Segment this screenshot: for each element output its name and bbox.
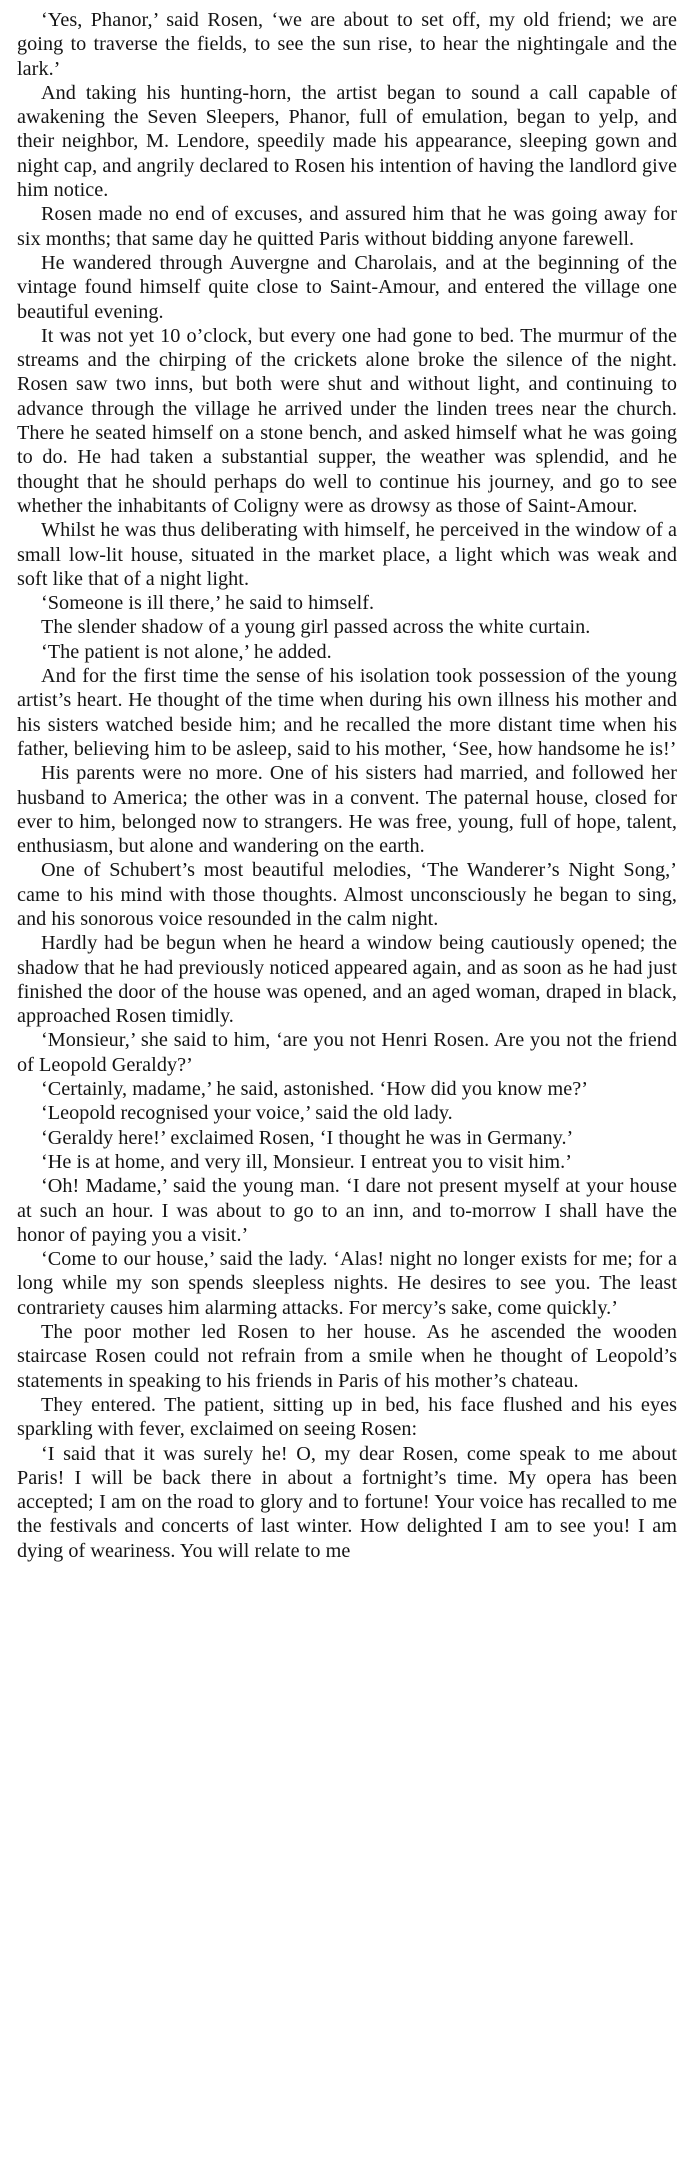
paragraph-13: Hardly had be begun when he heard a window being cautiously opened; the shadow that he had previously noticed appeared again, and as soon as he had just finished the door of the house was opened, and an aged woman, draped in black, approached Rosen timidly.: [17, 932, 677, 1028]
paragraph-9: ‘The patient is not alone,’ he added.: [41, 640, 332, 663]
paragraph-10: And for the first time the sense of his isolation took possession of the young artist’s heart. He thought of the time when during his own illness his mother and his sisters watched beside him; and he recalled the more distant time when his father, believing him to be asleep, said to his mother, ‘See, how handsome he is!’: [17, 665, 677, 760]
paragraph-12: One of Schubert’s most beautiful melodies, ‘The Wanderer’s Night Song,’ came to his mind with those thoughts. Almost unconsciously he began to sing, and his sonorous voice resounded in the calm night.: [17, 859, 677, 930]
paragraph-15: ‘Certainly, madame,’ he said, astonished. ‘How did you know me?’: [41, 1078, 588, 1101]
paragraph-7: ‘Someone is ill there,’ he said to himself.: [41, 592, 375, 615]
paragraph-5: It was not yet 10 o’clock, but every one had gone to bed. The murmur of the streams and the chirping of the crickets alone broke the silence of the night. Rosen saw two inns, but both were shut and without light, and continuing to advance through the village he arrived under the linden trees near the church. There he seated himself on a stone bench, and asked himself what he was going to do. He had taken a substantial supper, the weather was splendid, and he thought that he should perhaps do well to continue his journey, and go to see whether the inhabitants of Coligny were as drowsy as those of Saint-Amour.: [17, 324, 677, 517]
paragraph-11: His parents were no more. One of his sisters had married, and followed her husband to America; the other was in a convent. The paternal house, closed for ever to him, belonged now to strangers. He was free, young, full of hope, talent, enthusiasm, but alone and wandering on the earth.: [17, 762, 677, 858]
paragraph-20: ‘Come to our house,’ said the lady. ‘Alas! night no longer exists for me; for a long while my son spends sleepless nights. He desires to see you. The least contrariety causes him alarming attacks. For mercy’s sake, come quickly.’: [17, 1248, 677, 1319]
paragraph-8: The slender shadow of a young girl passed across the white curtain.: [41, 616, 591, 639]
paragraph-19: ‘Oh! Madame,’ said the young man. ‘I dare not present myself at your house at such an hour. I was about to go to an inn, and to-morrow I shall have the honor of paying you a visit.’: [17, 1175, 677, 1246]
paragraph-2: And taking his hunting-horn, the artist began to sound a call capable of awakening the Seven Sleepers, Phanor, full of emulation, began to yelp, and their neighbor, M. Lendore, speedily made his appearance, sleeping gown and night cap, and angrily declared to Rosen his intention of having the landlord give him notice.: [17, 81, 677, 202]
paragraph-1: ‘Yes, Phanor,’ said Rosen, ‘we are about to set off, my old friend; we are going to traverse the fields, to see the sun rise, to hear the nightingale and the lark.’: [17, 9, 677, 80]
paragraph-14: ‘Monsieur,’ she said to him, ‘are you not Henri Rosen. Are you not the friend of Leopold Geraldy?’: [17, 1029, 677, 1076]
paragraph-23: ‘I said that it was surely he! O, my dear Rosen, come speak to me about Paris! I will be back there in about a fortnight’s time. My opera has been accepted; I am on the road to glory and to fortune! Your voice has recalled to me the festivals and concerts of last winter. How delighted I am to see you! I am dying of weariness. You will relate to me: [17, 1442, 677, 1562]
paragraph-6: Whilst he was thus deliberating with himself, he perceived in the window of a small low-lit house, situated in the market place, a light which was weak and soft like that of a night light.: [17, 519, 677, 590]
paragraph-18: ‘He is at home, and very ill, Monsieur. I entreat you to visit him.’: [41, 1150, 572, 1173]
paragraph-16: ‘Leopold recognised your voice,’ said the old lady.: [41, 1102, 453, 1125]
paragraph-4: He wandered through Auvergne and Charolais, and at the beginning of the vintage found himself quite close to Saint-Amour, and entered the village one beautiful evening.: [17, 251, 677, 323]
paragraph-3: Rosen made no end of excuses, and assured him that he was going away for six months; that same day he quitted Paris without bidding anyone farewell.: [17, 203, 677, 250]
paragraph-17: ‘Geraldy here!’ exclaimed Rosen, ‘I thought he was in Germany.’: [41, 1126, 574, 1149]
paragraph-21: The poor mother led Rosen to her house. As he ascended the wooden staircase Rosen could not refrain from a smile when he thought of Leopold’s statements in speaking to his friends in Paris of his mother’s chateau.: [17, 1321, 677, 1392]
paragraph-22: They entered. The patient, sitting up in bed, his face flushed and his eyes sparkling with fever, exclaimed on seeing Rosen:: [17, 1393, 677, 1441]
